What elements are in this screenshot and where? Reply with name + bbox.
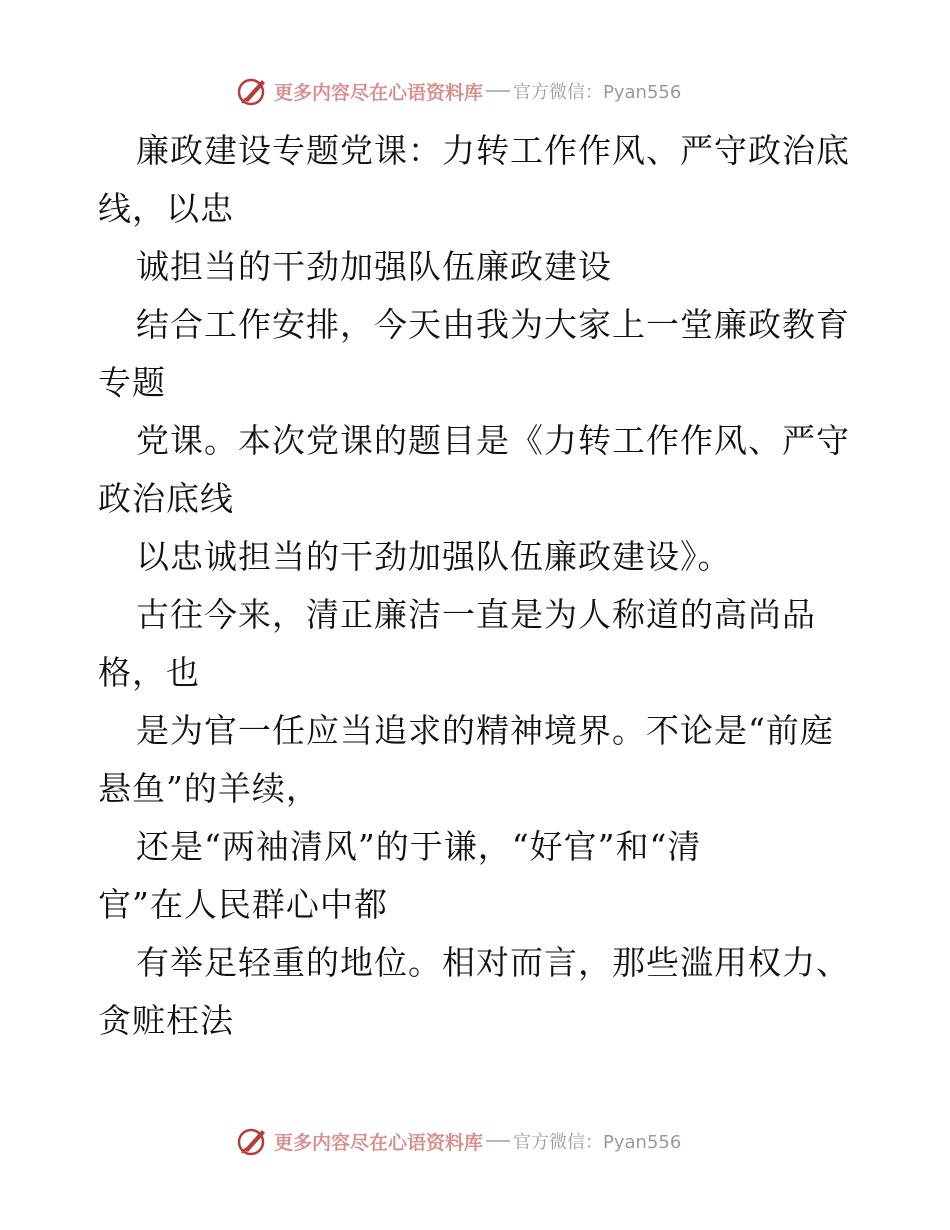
- watermark-separator: [486, 90, 510, 92]
- watermark-main-text: 更多内容尽在心语资料库: [274, 81, 484, 104]
- watermark-main-text: 更多内容尽在心语资料库: [274, 1131, 484, 1154]
- text-line: 线，以忠: [98, 189, 234, 228]
- quill-logo-icon: [236, 1124, 270, 1158]
- watermark-official-text: 官方微信：Pyan556: [513, 82, 682, 103]
- document-body: [98, 122, 858, 1050]
- text-line: 诚担当的干劲加强队伍廉政建设: [136, 247, 612, 286]
- text-line: 格，也: [98, 653, 200, 692]
- text-line: 廉政建设专题党课：力转工作作风、严守政治底: [136, 131, 850, 170]
- text-line: 还是“两袖清风”的于谦，“好官”和“清: [136, 827, 702, 866]
- text-line: 结合工作安排，今天由我为大家上一堂廉政教育: [136, 305, 850, 344]
- text-line: 悬鱼”的羊续，: [98, 769, 320, 808]
- quill-logo-icon: [236, 74, 270, 108]
- watermark-separator: [486, 1140, 510, 1142]
- header-watermark: [236, 74, 681, 108]
- text-line: 政治底线: [98, 479, 234, 518]
- text-line: 有举足轻重的地位。相对而言，那些滥用权力、: [136, 943, 850, 982]
- text-line: 贪赃枉法: [98, 1001, 234, 1040]
- text-line: 专题: [98, 363, 166, 402]
- footer-watermark: [236, 1124, 681, 1158]
- text-line: 古往今来，清正廉洁一直是为人称道的高尚品: [136, 595, 816, 634]
- text-line: 以忠诚担当的干劲加强队伍廉政建设》。: [136, 537, 732, 576]
- text-line: 是为官一任应当追求的精神境界。不论是“前庭: [136, 711, 834, 750]
- text-line: 党课。本次党课的题目是《力转工作作风、严守: [136, 421, 850, 460]
- watermark-official-text: 官方微信：Pyan556: [513, 1132, 682, 1153]
- text-line: 官”在人民群心中都: [98, 885, 388, 924]
